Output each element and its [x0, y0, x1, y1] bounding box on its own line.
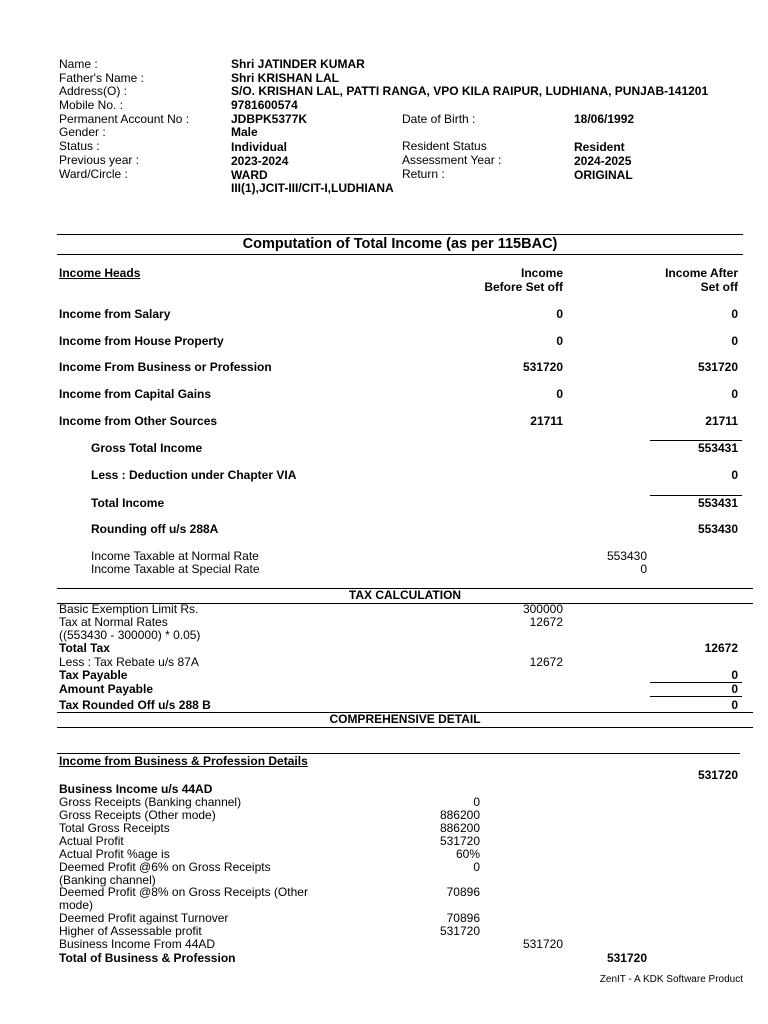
prev-year-value: 2023-2024 — [231, 154, 289, 168]
higher-profit-value: 531720 — [439, 924, 480, 938]
business-44ad-subheading: Business Income u/s 44AD — [59, 782, 213, 796]
divider — [650, 696, 742, 697]
business-total-value: 531720 — [606, 951, 647, 965]
col-before-heading-1: Income — [520, 266, 563, 280]
income-after: 0 — [731, 334, 738, 348]
deemed-8-label-line1: Deemed Profit @8% on Gross Receipts (Other — [59, 885, 308, 899]
tax-payable-label: Tax Payable — [59, 668, 128, 682]
income-after: 0 — [731, 307, 738, 321]
deduction-value: 0 — [731, 468, 738, 482]
turnover-label: Deemed Profit against Turnover — [59, 911, 229, 925]
basic-exemption-value: 300000 — [522, 602, 563, 616]
income-after: 531720 — [697, 360, 738, 374]
income-label: Income from Capital Gains — [59, 387, 212, 401]
tax-rounded-label: Tax Rounded Off u/s 288 B — [59, 698, 211, 712]
resident-status-label: Resident Status — [402, 139, 487, 153]
income-after: 21711 — [705, 414, 738, 428]
gender-value: Male — [231, 125, 258, 139]
divider — [57, 727, 753, 728]
income-before: 0 — [556, 334, 563, 348]
mobile-value: 9781600574 — [231, 98, 298, 112]
assessment-year-label: Assessment Year : — [402, 153, 502, 167]
income-label: Income from House Property — [59, 334, 224, 348]
tax-payable-value: 0 — [731, 668, 738, 682]
footer-credit: ZenIT - A KDK Software Product — [599, 974, 743, 985]
business-label: Actual Profit — [59, 834, 124, 848]
ward-label: Ward/Circle : — [59, 167, 128, 181]
assessment-year-value: 2024-2025 — [574, 154, 632, 168]
income-before: 531720 — [522, 360, 563, 374]
gross-total-value: 553431 — [697, 441, 738, 455]
basic-exemption-label: Basic Exemption Limit Rs. — [59, 602, 199, 616]
return-label: Return : — [402, 167, 445, 181]
deemed-6-value: 0 — [473, 860, 480, 874]
deemed-8-label-line2: mode) — [59, 898, 94, 912]
tax-rounded-value: 0 — [731, 698, 738, 712]
income-heads-heading: Income Heads — [59, 266, 141, 280]
normal-rates-value: 12672 — [529, 615, 563, 629]
return-value: ORIGINAL — [574, 168, 633, 182]
special-rate-value: 0 — [640, 562, 647, 576]
income-label: Income from Other Sources — [59, 414, 218, 428]
income-before: 0 — [556, 387, 563, 401]
divider — [57, 234, 743, 235]
deduction-label: Less : Deduction under Chapter VIA — [91, 468, 297, 482]
gender-label: Gender : — [59, 125, 106, 139]
father-label: Father's Name : — [59, 71, 144, 85]
business-value: 531720 — [439, 834, 480, 848]
divider — [57, 254, 743, 255]
status-label: Status : — [59, 139, 100, 153]
dob-label: Date of Birth : — [402, 112, 476, 126]
income-before: 0 — [556, 307, 563, 321]
income-label: Income from Salary — [59, 307, 171, 321]
pan-label: Permanent Account No : — [59, 112, 190, 126]
total-tax-value: 12672 — [704, 641, 738, 655]
dob-value: 18/06/1992 — [574, 112, 635, 126]
deemed-6-label-line2: (Banking channel) — [59, 873, 156, 887]
business-details-heading: Income from Business & Profession Details — [59, 754, 308, 768]
comprehensive-detail-title: COMPREHENSIVE DETAIL — [329, 712, 481, 726]
father-value: Shri KRISHAN LAL — [231, 71, 339, 85]
mobile-label: Mobile No. : — [59, 98, 124, 112]
business-label: Actual Profit %age is — [59, 847, 170, 861]
address-label: Address(O) : — [59, 84, 128, 98]
ward-value-line2: III(1),JCIT-III/CIT-I,LUDHIANA — [231, 181, 394, 195]
business-value: 886200 — [439, 821, 480, 835]
normal-rate-label: Income Taxable at Normal Rate — [91, 549, 259, 563]
turnover-value: 70896 — [446, 911, 480, 925]
income-after: 0 — [731, 387, 738, 401]
pan-value: JDBPK5377K — [231, 112, 308, 126]
business-heading-value: 531720 — [697, 768, 738, 782]
business-total-label: Total of Business & Profession — [59, 951, 236, 965]
normal-rates-label: Tax at Normal Rates — [59, 615, 168, 629]
gross-total-label: Gross Total Income — [91, 441, 203, 455]
income-before: 21711 — [530, 414, 563, 428]
resident-status-value: Resident — [574, 140, 625, 154]
rebate-value: 12672 — [529, 655, 563, 669]
amount-payable-label: Amount Payable — [59, 682, 154, 696]
rebate-label: Less : Tax Rebate u/s 87A — [59, 655, 199, 669]
status-value: Individual — [231, 140, 288, 154]
business-label: Gross Receipts (Banking channel) — [59, 795, 242, 809]
from-44ad-value: 531720 — [522, 937, 563, 951]
ward-value-line1: WARD — [231, 168, 268, 182]
total-income-label: Total Income — [91, 496, 165, 510]
deemed-8-value: 70896 — [446, 885, 480, 899]
rounding-value: 553430 — [697, 522, 738, 536]
deemed-6-label-line1: Deemed Profit @6% on Gross Receipts — [59, 860, 271, 874]
income-label: Income From Business or Profession — [59, 360, 272, 374]
business-label: Gross Receipts (Other mode) — [59, 808, 216, 822]
tax-calculation-title: TAX CALCULATION — [348, 588, 462, 602]
col-after-heading-1: Income After — [665, 266, 738, 280]
amount-payable-value: 0 — [731, 682, 738, 696]
special-rate-label: Income Taxable at Special Rate — [91, 562, 260, 576]
tax-formula: ((553430 - 300000) * 0.05) — [59, 628, 201, 642]
col-after-heading-2: Set off — [700, 280, 738, 294]
address-value: S/O. KRISHAN LAL, PATTI RANGA, VPO KILA RAIPUR, LUDHIANA, PUNJAB-141201 — [231, 84, 709, 98]
col-before-heading-2: Before Set off — [484, 280, 563, 294]
name-label: Name : — [59, 57, 98, 71]
from-44ad-label: Business Income From 44AD — [59, 937, 216, 951]
business-value: 0 — [473, 795, 480, 809]
computation-title: Computation of Total Income (as per 115BAC) — [242, 236, 558, 252]
business-value: 886200 — [439, 808, 480, 822]
total-tax-label: Total Tax — [59, 641, 110, 655]
name-value: Shri JATINDER KUMAR — [231, 57, 365, 71]
prev-year-label: Previous year : — [59, 153, 140, 167]
normal-rate-value: 553430 — [606, 549, 647, 563]
business-value: 60% — [455, 847, 480, 861]
higher-profit-label: Higher of Assessable profit — [59, 924, 202, 938]
business-label: Total Gross Receipts — [59, 821, 170, 835]
rounding-label: Rounding off u/s 288A — [91, 522, 219, 536]
total-income-value: 553431 — [697, 496, 738, 510]
